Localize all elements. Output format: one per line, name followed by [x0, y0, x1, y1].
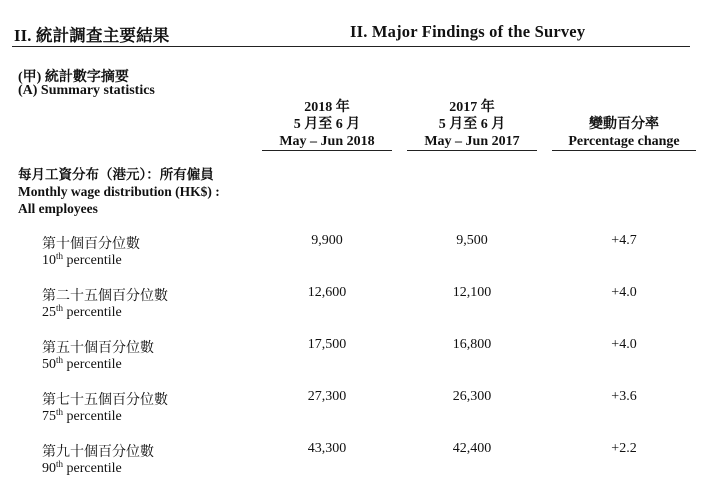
value-2017: 42,400 — [452, 441, 492, 456]
column-2018-year: 2018 年 — [304, 100, 350, 115]
value-change: +2.2 — [611, 441, 637, 456]
group-heading — [18, 166, 220, 217]
header-title-zh: II. 統計調查主要結果 — [14, 26, 170, 45]
row-label-zh: 第十個百分位數 — [42, 237, 140, 252]
value-2018: 17,500 — [307, 337, 347, 352]
column-header-change — [552, 116, 696, 151]
value-2017: 12,100 — [452, 285, 492, 300]
value-2018: 12,600 — [307, 285, 347, 300]
row-label-zh: 第二十五個百分位數 — [42, 289, 168, 304]
column-change-label-en: Percentage change — [552, 133, 696, 151]
section-title-zh: (甲) 統計數字摘要 — [18, 70, 129, 85]
row-label-zh: 第五十個百分位數 — [42, 341, 154, 356]
value-2018: 43,300 — [307, 441, 347, 456]
column-2018-months: 5 月至 6 月 — [293, 117, 361, 132]
row-label-en: 25th percentile — [42, 303, 122, 320]
row-label-en: 50th percentile — [42, 355, 122, 372]
row-label-zh: 第九十個百分位數 — [42, 445, 154, 460]
value-change: +3.6 — [611, 389, 637, 404]
column-header-2017 — [407, 99, 537, 151]
value-change: +4.0 — [611, 285, 637, 300]
group-heading-en-2: All employees — [18, 201, 98, 216]
value-2017: 16,800 — [452, 337, 492, 352]
value-2018: 9,900 — [311, 233, 343, 248]
column-2017-year: 2017 年 — [449, 100, 495, 115]
value-change: +4.0 — [611, 337, 637, 352]
group-heading-zh: 每月工資分布（港元）：所有僱員 — [18, 167, 214, 182]
column-2018-period: May – Jun 2018 — [262, 133, 392, 151]
value-2018: 27,300 — [307, 389, 347, 404]
row-label-zh: 第七十五個百分位數 — [42, 393, 168, 408]
value-change: +4.7 — [611, 233, 637, 248]
column-change-label-zh: 變動百分率 — [589, 117, 659, 132]
header-title-en: II. Major Findings of the Survey — [350, 22, 586, 41]
column-2017-period: May – Jun 2017 — [407, 133, 537, 151]
section-title-en: (A) Summary statistics — [18, 83, 155, 98]
column-header-2018 — [262, 99, 392, 151]
row-label-en: 75th percentile — [42, 407, 122, 424]
value-2017: 9,500 — [456, 233, 488, 248]
header-divider — [12, 46, 690, 47]
row-label-en: 90th percentile — [42, 459, 122, 476]
value-2017: 26,300 — [452, 389, 492, 404]
group-heading-en-1: Monthly wage distribution (HK$) : — [18, 184, 220, 199]
column-2017-months: 5 月至 6 月 — [438, 117, 506, 132]
row-label-en: 10th percentile — [42, 251, 122, 268]
